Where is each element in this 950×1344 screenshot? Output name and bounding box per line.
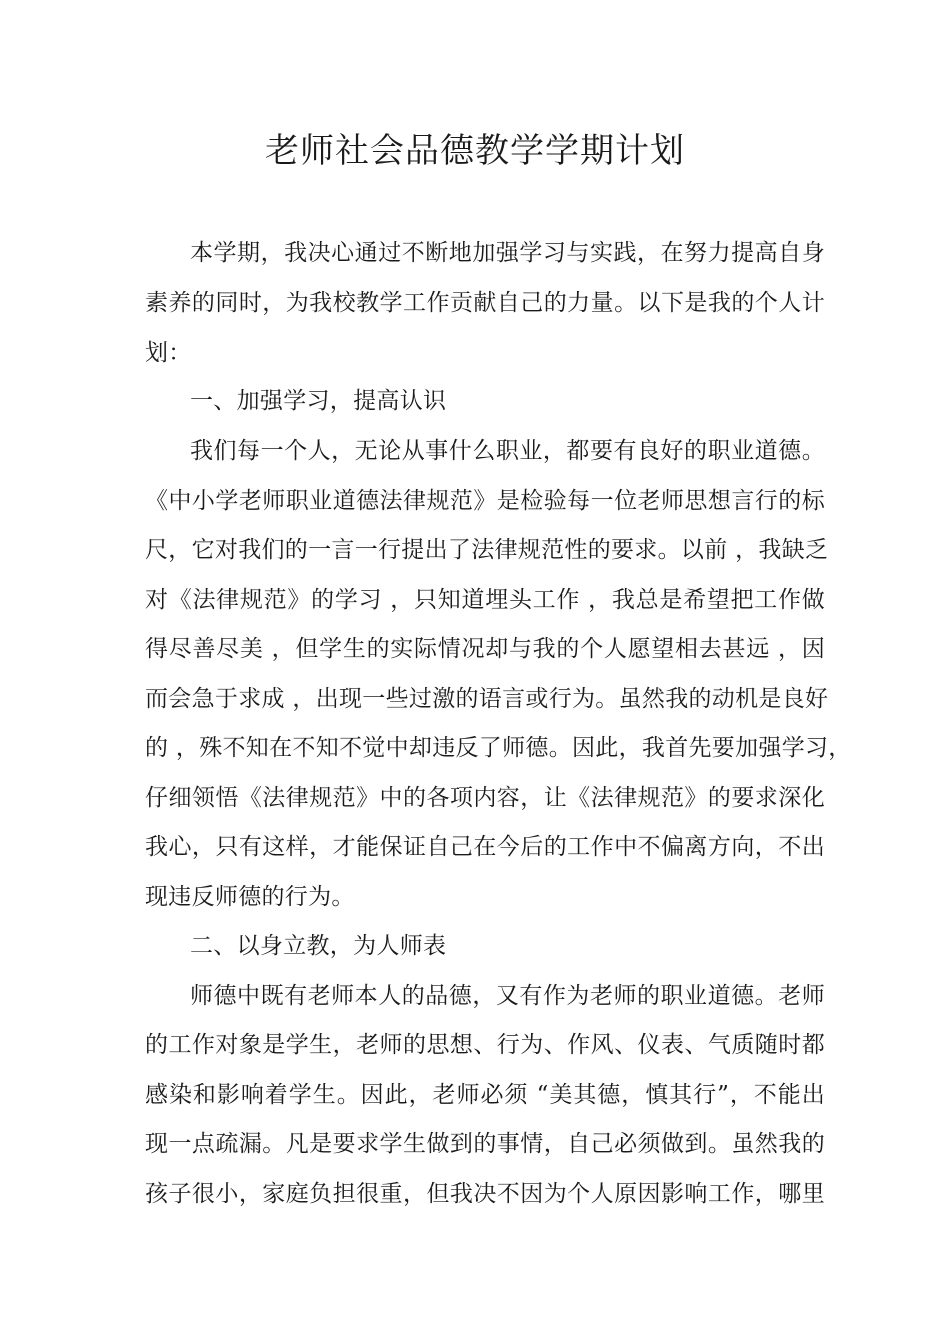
paragraph-line: 我们每一个人，无论从事什么职业，都要有良好的职业道德。 <box>190 438 825 464</box>
paragraph-line: 而会急于求成 ，出现一些过激的语言或行为。虽然我的动机是良好 <box>145 686 829 712</box>
paragraph-line: 感染和影响着学生。因此，老师必须 “美其德，慎其行”，不能出 <box>145 1082 825 1108</box>
paragraph-line: 现违反师德的行为。 <box>145 884 355 910</box>
section-heading: 一、加强学习，提高认识 <box>190 388 447 414</box>
paragraph-line: 师德中既有老师本人的品德，又有作为老师的职业道德。老师 <box>190 983 825 1009</box>
paragraph-line: 现一点疏漏。凡是要求学生做到的事情，自己必须做到。虽然我的 <box>145 1131 825 1157</box>
paragraph-line: 对《法律规范》的学习 ，只知道埋头工作 ，我总是希望把工作做 <box>145 587 825 613</box>
paragraph-line: 仔细领悟《法律规范》中的各项内容，让《法律规范》的要求深化 <box>145 785 825 811</box>
section-heading: 二、以身立教，为人师表 <box>190 933 447 959</box>
paragraph-line: 《中小学老师职业道德法律规范》是检验每一位老师思想言行的标 <box>145 488 825 514</box>
paragraph-line: 尺，它对我们的一言一行提出了法律规范性的要求。以前 ，我缺乏 <box>145 537 829 563</box>
paragraph-line: 的 ，殊不知在不知不觉中却违反了师德。因此，我首先要加强学习， <box>145 735 852 761</box>
paragraph-line: 划： <box>145 340 192 366</box>
paragraph-line: 得尽善尽美 ，但学生的实际情况却与我的个人愿望相去甚远 ，因 <box>145 636 825 662</box>
paragraph-line: 本学期，我决心通过不断地加强学习与实践，在努力提高自身 <box>190 240 825 266</box>
document-title: 老师社会品德教学学期计划 <box>265 131 685 171</box>
paragraph-line: 素养的同时，为我校教学工作贡献自己的力量。以下是我的个人计 <box>145 290 825 316</box>
paragraph-line: 的工作对象是学生，老师的思想、行为、作风、仪表、气质随时都 <box>145 1032 825 1058</box>
paragraph-line: 孩子很小，家庭负担很重，但我决不因为个人原因影响工作，哪里 <box>145 1181 825 1207</box>
paragraph-line: 我心，只有这样，才能保证自己在今后的工作中不偏离方向，不出 <box>145 834 825 860</box>
